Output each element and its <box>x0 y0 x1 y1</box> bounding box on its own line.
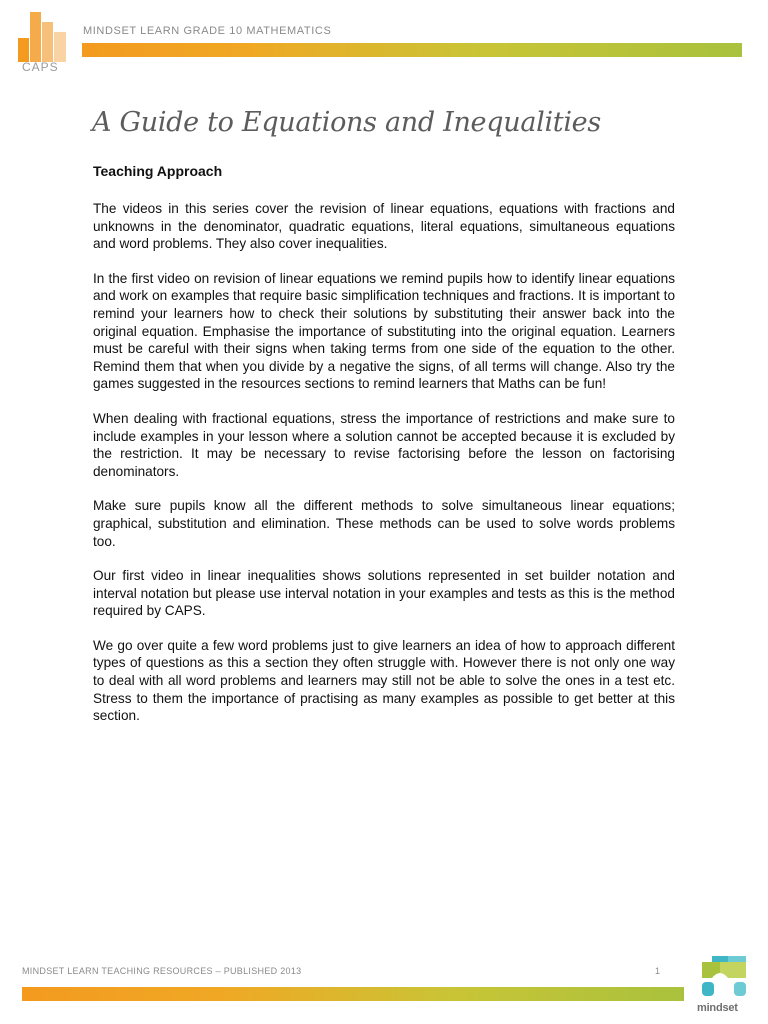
document-title: A Guide to Equations and Inequalities <box>92 107 601 138</box>
document-body <box>93 162 675 742</box>
header-title: MINDSET LEARN GRADE 10 MATHEMATICS <box>83 25 332 37</box>
paragraph: Make sure pupils know all the different methods to solve simultaneous linear equations; graphical, substitution and elimination. These methods can be used to solve words problems too. <box>93 498 675 549</box>
paragraph: We go over quite a few word problems just to give learners an idea of how to approach different types of questions as this a section they often struggle with. However there is not only one way to deal with all word problems and learners may still not be able to solve the ones in a test etc. Stress to them the importance of practising as many examples as possible to get better at this section. <box>93 637 675 724</box>
paragraph: In the first video on revision of linear equations we remind pupils how to identify linear equations and work on examples that require basic simplification techniques and fractions. It is important to remind your learners how to check their solutions by substituting their answer back into the original equation. Emphasise the importance of substituting into the original equation. Learners must be careful with their signs when taking terms from one side of the equation to the other. Remind them that when you divide by a negative the signs, of all terms will change. Also try the games suggested in the resources sections to remind learners that Maths can be fun! <box>93 270 675 392</box>
page-number: 1 <box>655 966 661 976</box>
mindset-logo-text: mindset <box>697 1002 738 1014</box>
paragraph: The videos in this series cover the revision of linear equations, equations with fractions and unknowns in the denominator, quadratic equations, literal equations, simultaneous equations and word problems. They also cover inequalities. <box>93 201 675 252</box>
caps-logo-text: CAPS <box>22 60 59 74</box>
paragraph: Our first video in linear inequalities shows solutions represented in set builder notation and interval notation but please use interval notation in your examples and tests as this is the method required by CAPS. <box>93 568 675 619</box>
header-color-bar <box>82 43 742 57</box>
section-heading: Teaching Approach <box>93 163 223 179</box>
footer-text: MINDSET LEARN TEACHING RESOURCES – PUBLISHED 2013 <box>22 966 302 976</box>
footer-color-bar <box>22 987 684 1001</box>
mindset-logo <box>698 952 750 1006</box>
paragraph: When dealing with fractional equations, stress the importance of restrictions and make sure to include examples in your lesson where a solution cannot be accepted because it is excluded by the restriction. It may be necessary to revise factorising before the lesson on factorising denominators. <box>93 410 675 479</box>
